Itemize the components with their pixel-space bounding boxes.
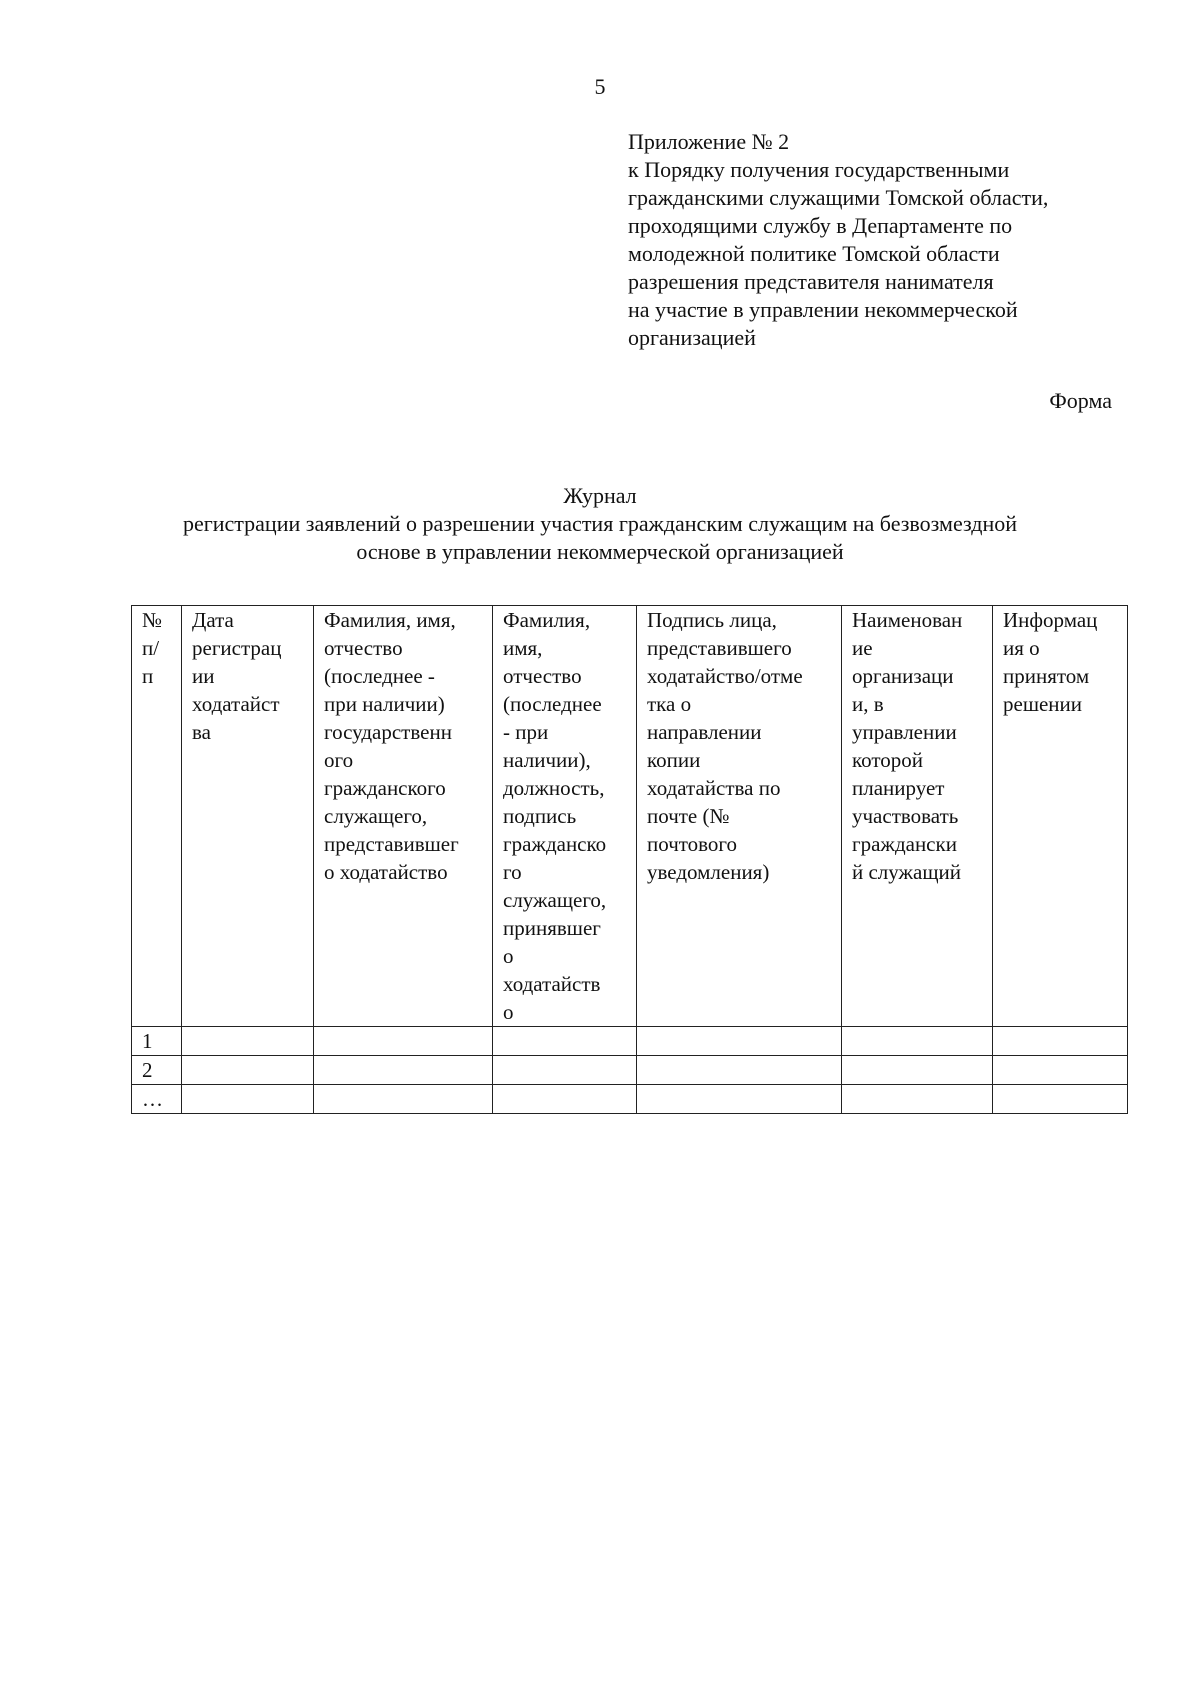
- table-cell: [493, 1056, 637, 1085]
- table-cell: [993, 1085, 1128, 1114]
- column-header-signature: Подпись лица, представившего ходатайство/отме тка о направлении копии ходатайства по почте (№ почтового уведомления): [637, 606, 842, 1027]
- appendix-line: Приложение № 2: [628, 129, 790, 154]
- appendix-line: организацией: [628, 325, 756, 350]
- table-cell: [842, 1027, 993, 1056]
- table-cell: [182, 1027, 314, 1056]
- appendix-line: к Порядку получения государственными: [628, 157, 1010, 182]
- page-number: 5: [594, 74, 606, 99]
- table-cell: 2: [132, 1056, 182, 1085]
- table-cell: [993, 1056, 1128, 1085]
- appendix-line: на участие в управлении некоммерческой: [628, 297, 1018, 322]
- journal-subtitle-line-1: регистрации заявлений о разрешении участия гражданским служащим на безвозмездной: [182, 511, 1018, 536]
- column-header-date: Дата регистрац ии ходатайст ва: [182, 606, 314, 1027]
- column-header-decision: Информац ия о принятом решении: [993, 606, 1128, 1027]
- column-header-receiver: Фамилия, имя, отчество (последнее - при наличии), должность, подпись гражданско го служащего, принявшег о ходатайств о: [493, 606, 637, 1027]
- table-cell: [993, 1027, 1128, 1056]
- column-header-organization: Наименован ие организаци и, в управлении которой планирует участвовать граждански й служащий: [842, 606, 993, 1027]
- table-cell: [842, 1056, 993, 1085]
- table-cell: [314, 1085, 493, 1114]
- table-header-row: [132, 606, 1128, 1027]
- table-cell: [314, 1056, 493, 1085]
- table-cell: [182, 1085, 314, 1114]
- journal-title: [0, 482, 1200, 566]
- table-row: [132, 1056, 1128, 1085]
- table-cell: [637, 1085, 842, 1114]
- appendix-block: [628, 128, 1148, 352]
- table-row: [132, 1085, 1128, 1114]
- table-cell: [182, 1056, 314, 1085]
- table-cell: [314, 1027, 493, 1056]
- table-cell: [493, 1027, 637, 1056]
- appendix-line: молодежной политике Томской области: [628, 241, 1000, 266]
- journal-subtitle-line-2: основе в управлении некоммерческой организацией: [356, 539, 844, 564]
- table-cell: [842, 1085, 993, 1114]
- column-header-number: № п/ п: [132, 606, 182, 1027]
- appendix-line: гражданскими служащими Томской области,: [628, 185, 1049, 210]
- table-cell: [637, 1056, 842, 1085]
- table-cell: [493, 1085, 637, 1114]
- journal-table: [131, 605, 1128, 1114]
- form-label: Форма: [1049, 388, 1112, 413]
- appendix-line: проходящими службу в Департаменте по: [628, 213, 1013, 238]
- table-row: [132, 1027, 1128, 1056]
- table-cell: …: [132, 1085, 182, 1114]
- appendix-line: разрешения представителя нанимателя: [628, 269, 994, 294]
- column-header-applicant: Фамилия, имя, отчество (последнее - при наличии) государственн ого гражданского служащего, представившег о ходатайство: [314, 606, 493, 1027]
- journal-heading: Журнал: [563, 483, 637, 508]
- table-cell: [637, 1027, 842, 1056]
- table-cell: 1: [132, 1027, 182, 1056]
